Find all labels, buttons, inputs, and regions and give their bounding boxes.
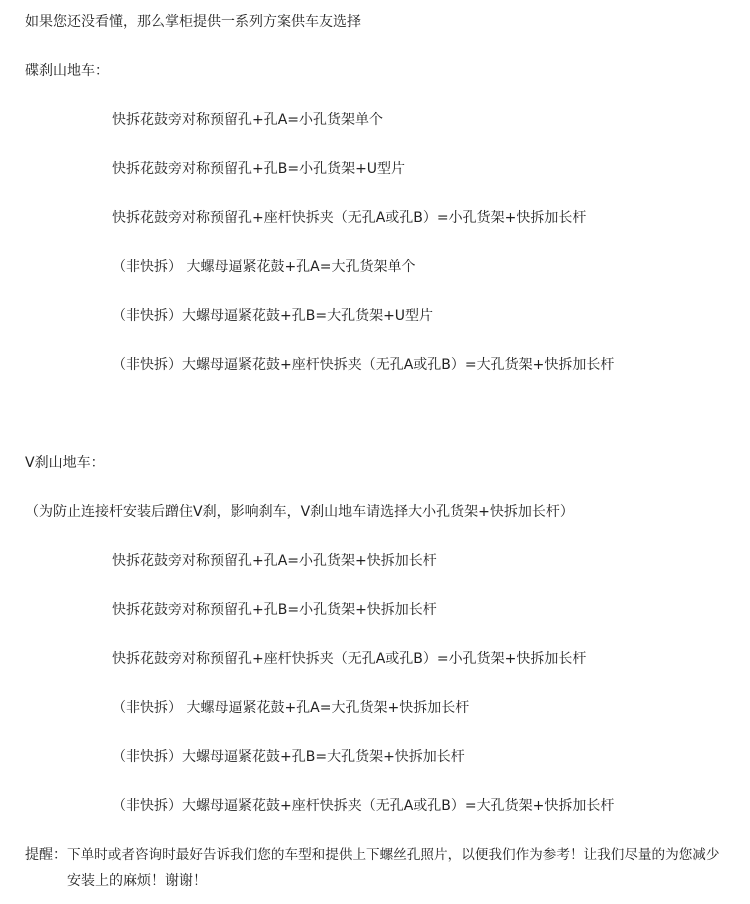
v-brake-note: （为防止连接杆安装后蹭住V刹，影响刹车，V刹山地车请选择大小孔货架+快拆加长杆） [25,504,574,520]
disc-brake-heading: 碟刹山地车： [25,63,109,79]
tip-text-line-1: 下单时或者咨询时最好告诉我们您的车型和提供上下螺丝孔照片，以便我们作为参考！让我们尽量的为您减少 [67,847,720,863]
v-brake-item-3: 快拆花鼓旁对称预留孔+座杆快拆夹（无孔A或孔B）=小孔货架+快拆加长杆 [112,651,587,667]
disc-brake-item-1: 快拆花鼓旁对称预留孔+孔A=小孔货架单个 [112,112,384,128]
v-brake-item-5: （非快拆）大螺母逼紧花鼓+孔B=大孔货架+快拆加长杆 [112,749,465,765]
v-brake-item-6: （非快拆）大螺母逼紧花鼓+座杆快拆夹（无孔A或孔B）=大孔货架+快拆加长杆 [112,798,615,814]
tip-text-line-2: 安装上的麻烦！谢谢！ [67,873,207,889]
v-brake-item-4: （非快拆） 大螺母逼紧花鼓+孔A=大孔货架+快拆加长杆 [112,700,470,716]
disc-brake-item-5: （非快拆）大螺母逼紧花鼓+孔B=大孔货架+U型片 [112,308,434,324]
disc-brake-item-6: （非快拆）大螺母逼紧花鼓+座杆快拆夹（无孔A或孔B）=大孔货架+快拆加长杆 [112,357,615,373]
v-brake-item-2: 快拆花鼓旁对称预留孔+孔B=小孔货架+快拆加长杆 [112,602,437,618]
intro-text: 如果您还没看懂，那么掌柜提供一系列方案供车友选择 [25,14,361,30]
v-brake-heading: V刹山地车： [25,455,105,471]
disc-brake-item-2: 快拆花鼓旁对称预留孔+孔B=小孔货架+U型片 [112,161,406,177]
tip-label: 提醒： [25,847,67,863]
v-brake-item-1: 快拆花鼓旁对称预留孔+孔A=小孔货架+快拆加长杆 [112,553,437,569]
disc-brake-item-3: 快拆花鼓旁对称预留孔+座杆快拆夹（无孔A或孔B）=小孔货架+快拆加长杆 [112,210,587,226]
disc-brake-item-4: （非快拆） 大螺母逼紧花鼓+孔A=大孔货架单个 [112,259,416,275]
